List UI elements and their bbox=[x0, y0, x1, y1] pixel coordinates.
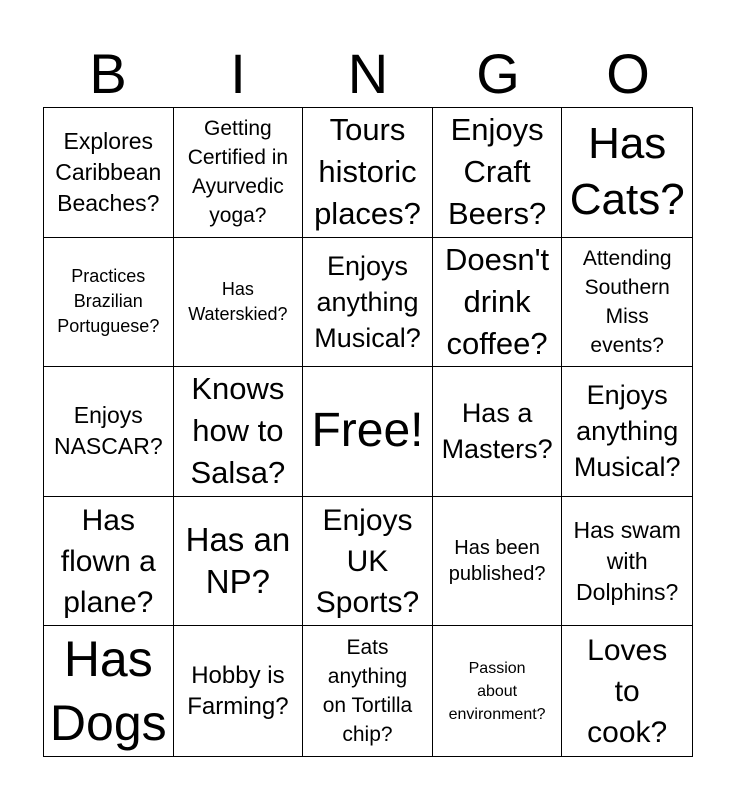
header-letter-i: I bbox=[230, 42, 246, 105]
bingo-cell[interactable] bbox=[44, 367, 174, 497]
bingo-cell-text: Explores Caribbean Beaches? bbox=[55, 127, 162, 216]
bingo-cell-text: Has Dogs bbox=[49, 631, 167, 752]
bingo-cell[interactable] bbox=[174, 497, 304, 627]
bingo-cell-text: Hobby is Farming? bbox=[187, 662, 289, 721]
bingo-cell[interactable] bbox=[303, 626, 433, 756]
bingo-cell[interactable] bbox=[303, 108, 433, 238]
bingo-cell[interactable] bbox=[562, 497, 692, 627]
bingo-cell-text: Attending Southern Miss events? bbox=[582, 246, 672, 357]
header-letter-o: O bbox=[606, 42, 650, 105]
free-space-cell[interactable] bbox=[303, 367, 433, 497]
bingo-cell[interactable] bbox=[303, 238, 433, 368]
header-letter-g: G bbox=[476, 42, 520, 105]
bingo-cell-text: Has a Masters? bbox=[441, 398, 553, 465]
bingo-cell-text: Practices Brazilian Portuguese? bbox=[57, 266, 160, 337]
bingo-cell-text: Has swam with Dolphins? bbox=[573, 516, 681, 605]
bingo-cell-text: Has Cats? bbox=[569, 119, 685, 225]
bingo-cell-text: Has Waterskied? bbox=[188, 278, 288, 324]
bingo-cell[interactable] bbox=[433, 367, 563, 497]
bingo-cell-text: Enjoys anything Musical? bbox=[314, 250, 421, 353]
bingo-cell[interactable] bbox=[174, 108, 304, 238]
bingo-cell[interactable] bbox=[44, 497, 174, 627]
bingo-cell-text: Loves to cook? bbox=[587, 633, 668, 749]
bingo-cell[interactable] bbox=[303, 497, 433, 627]
bingo-cell[interactable] bbox=[562, 108, 692, 238]
bingo-cell[interactable] bbox=[433, 108, 563, 238]
bingo-cell-text: Passion about environment? bbox=[448, 659, 546, 723]
bingo-header bbox=[43, 40, 693, 108]
bingo-cell[interactable] bbox=[562, 238, 692, 368]
bingo-cell[interactable] bbox=[174, 367, 304, 497]
bingo-cell[interactable] bbox=[562, 367, 692, 497]
header-letter-n: N bbox=[347, 42, 389, 105]
bingo-cell[interactable] bbox=[174, 626, 304, 756]
bingo-cell[interactable] bbox=[44, 238, 174, 368]
bingo-cell-text: Has been published? bbox=[448, 537, 546, 586]
bingo-cell[interactable] bbox=[44, 626, 174, 756]
bingo-cell-text: Knows how to Salsa? bbox=[190, 371, 286, 491]
bingo-cell[interactable] bbox=[433, 497, 563, 627]
bingo-cell-text: Has an NP? bbox=[185, 521, 291, 601]
bingo-cell[interactable] bbox=[562, 626, 692, 756]
bingo-cell-text: Enjoys anything Musical? bbox=[573, 380, 681, 483]
bingo-cell[interactable] bbox=[433, 238, 563, 368]
bingo-board bbox=[43, 107, 693, 757]
bingo-cell-text: Enjoys UK Sports? bbox=[315, 503, 420, 619]
bingo-cell[interactable] bbox=[44, 108, 174, 238]
bingo-cell[interactable] bbox=[433, 626, 563, 756]
bingo-cell-text: Tours historic places? bbox=[314, 112, 421, 232]
bingo-cell-text: Eats anything on Tortilla chip? bbox=[322, 636, 413, 747]
bingo-cell-text: Enjoys Craft Beers? bbox=[447, 112, 547, 232]
bingo-cell-text: Doesn't drink coffee? bbox=[445, 241, 550, 361]
bingo-cell-text: Enjoys NASCAR? bbox=[53, 402, 163, 460]
header-letter-b: B bbox=[89, 42, 127, 105]
bingo-cell-text: Has flown a plane? bbox=[60, 503, 156, 619]
bingo-cell-text: Getting Certified in Ayurvedic yoga? bbox=[187, 117, 289, 228]
bingo-cell-text: Free! bbox=[311, 404, 424, 458]
bingo-cell[interactable] bbox=[174, 238, 304, 368]
